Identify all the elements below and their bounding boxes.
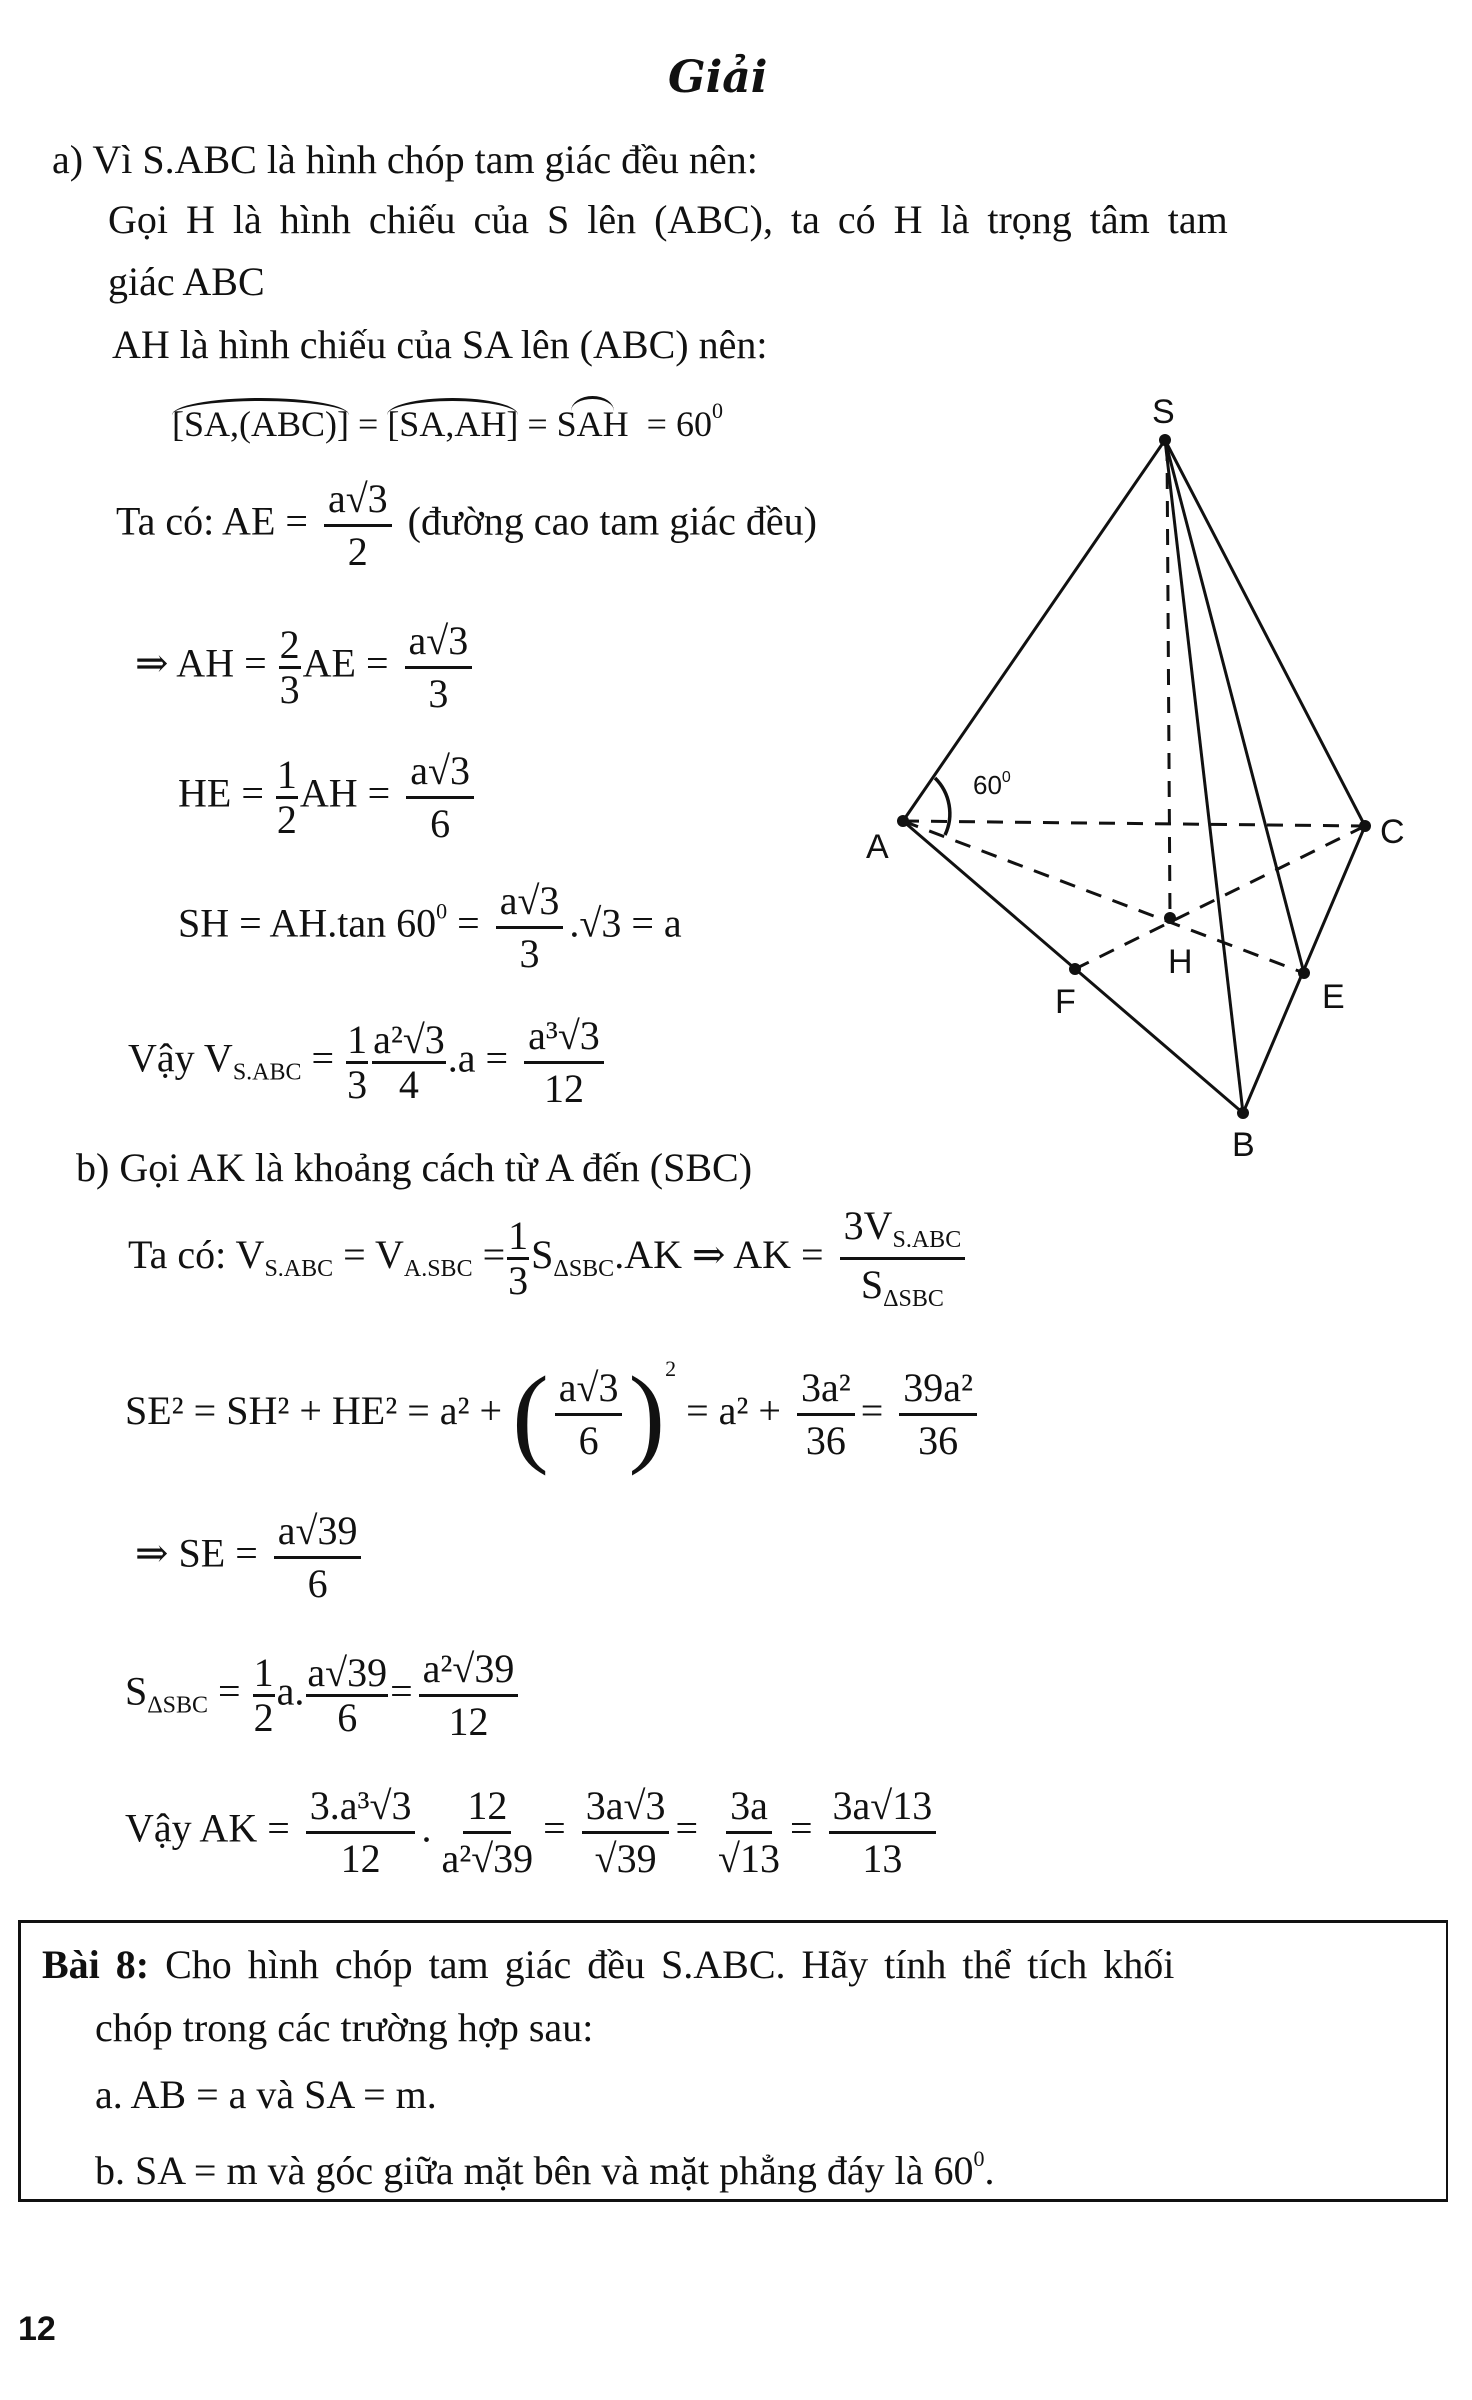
ssbc-sub: ΔSBC: [147, 1692, 209, 1719]
tc-coef: $\frac{1}{3}$: [508, 1213, 529, 1304]
se-equation: [135, 1510, 367, 1605]
se-squared-equation: [125, 1353, 983, 1476]
exercise-statement: [42, 1942, 1175, 1987]
tc-mid: .AK ⇒ AK =: [614, 1231, 824, 1277]
exercise-text-cont: chóp trong các trường hợp sau:: [95, 2005, 594, 2050]
ae-fraction: $\frac{a√3}{2}$: [324, 478, 392, 573]
ak-f4: $\frac{3a}{√13}$: [718, 1783, 780, 1881]
exercise-item-b: [95, 2148, 995, 2191]
se-fraction: $\frac{a√39}{6}$: [274, 1510, 362, 1605]
ssbc-f1: $\frac{a√39}{6}$: [307, 1650, 388, 1740]
solution-title: Giải: [668, 52, 768, 103]
vol-coef: $\frac{1}{3}$: [347, 1017, 368, 1107]
exponent: 2: [665, 1356, 677, 1381]
se2-f2: $\frac{\text{39a²}}{36}$: [899, 1367, 977, 1462]
part-a-line1: Gọi H là hình chiếu của S lên (ABC), ta có H là trọng tâm tam: [108, 197, 1228, 242]
angle-lhs2: [SA,AH]: [387, 404, 519, 444]
point-label-e: E: [1322, 978, 1345, 1016]
part-b-intro: b) Gọi AK là khoảng cách từ A đến (SBC): [76, 1145, 753, 1190]
se2-eq: =: [860, 1388, 884, 1433]
area-sbc-equation: [125, 1648, 524, 1743]
degree-mark: 0: [711, 398, 723, 423]
item-b-text: b. SA = m và góc giữa mặt bên và mặt phẳng đáy là 60: [95, 2148, 974, 2193]
angle-lhs1: [SA,(ABC)]: [172, 404, 349, 444]
sh-equation: [178, 880, 682, 975]
vol-sub: S.ABC: [232, 1059, 302, 1086]
tc-sub1: S.ABC: [264, 1255, 334, 1282]
point-label-h: H: [1168, 943, 1193, 981]
point-label-a: A: [866, 828, 889, 866]
sh-fraction: $\frac{a√3}{3}$: [496, 880, 564, 975]
he-result: $\frac{a√3}{6}$: [406, 750, 474, 845]
exercise-item-a: a. AB = a và SA = m.: [95, 2072, 437, 2117]
part-a-intro: a) Vì S.ABC là hình chóp tam giác đều nên:: [52, 137, 758, 182]
ak-formula: $\frac{3V_{S.ABC}}{S_{\Delta SBC}}$: [840, 1205, 966, 1312]
ssbc-eq: =: [218, 1668, 241, 1714]
sh-prefix: SH = AH.tan 60: [178, 900, 437, 946]
vol-prefix: Vậy V: [128, 1035, 233, 1081]
ae-prefix: Ta có: AE =: [116, 498, 308, 544]
left-paren: (: [512, 1353, 549, 1476]
tc-eq2: =: [482, 1231, 506, 1277]
se2-lhs: SE² = SH² + HE² = a² +: [125, 1388, 503, 1433]
volume-relation: [128, 1205, 971, 1312]
vol-eq: =: [311, 1035, 335, 1081]
ak-f2: $\frac{12}{\text{a²√39}}$: [441, 1783, 534, 1881]
tc-s: S: [531, 1231, 554, 1277]
part-a-line1-cont: giác ABC: [108, 259, 265, 304]
point-label-f: F: [1055, 983, 1076, 1021]
degree-mark: 0: [436, 898, 448, 924]
ssbc-coef: $\frac{1}{2}$: [253, 1650, 274, 1740]
ssbc-eq2: =: [390, 1668, 413, 1714]
exercise-label: Bài 8:: [42, 1942, 150, 1987]
he-coef: $\frac{1}{2}$: [276, 752, 297, 842]
point-label-c: C: [1380, 813, 1405, 851]
ah-equation: [135, 620, 478, 715]
ssbc-prefix: S: [125, 1668, 148, 1714]
ak-dot: .: [421, 1805, 432, 1851]
he-mid: AH =: [299, 770, 391, 816]
angle-label: $60^0$: [973, 769, 1011, 800]
sh-eq: =: [457, 900, 480, 946]
vol-base-area: $\frac{\text{a²√3}}{4}$: [373, 1017, 445, 1107]
volume-equation: [128, 1015, 610, 1110]
ssbc-mid: a.: [276, 1668, 305, 1714]
tc-eq1: = V: [343, 1231, 404, 1277]
ssbc-result: $\frac{\text{a²√39}}{12}$: [419, 1648, 519, 1743]
ak-prefix: Vậy AK =: [125, 1805, 290, 1851]
vol-mid: .a =: [447, 1035, 509, 1081]
he-equation: [178, 750, 480, 845]
ak-f5: $\frac{3a√13}{13}$: [829, 1785, 937, 1880]
sh-tail: .√3 = a: [569, 900, 682, 946]
se2-mid: = a² +: [686, 1388, 781, 1433]
point-label-s: S: [1152, 393, 1175, 431]
ah-coef: $\frac{2}{3}$: [279, 622, 300, 712]
angle-equation: [SA,(ABC)] = [SA,AH] = SAH = $60^0$: [172, 398, 723, 444]
se-prefix: ⇒ SE =: [135, 1530, 258, 1576]
se2-inner: $\frac{a√3}{6}$: [555, 1367, 623, 1462]
ak-result-equation: Vậy AK = $\frac{\text{3.a³√3}}{12}$ . $\frac{12}{\text{a²√39}}$ = $\frac{3a√3}{√39}$ = $\frac{3a}{√13}$ = $\frac{3a√13}{13}$: [125, 1785, 942, 1880]
item-b-end: .: [984, 2148, 995, 2193]
exercise-text: Cho hình chóp tam giác đều S.ABC. Hãy tính thể tích khối: [165, 1942, 1175, 1987]
tc-sub3: ΔSBC: [553, 1255, 615, 1282]
degree-mark: 0: [973, 2146, 985, 2171]
point-label-b: B: [1232, 1126, 1255, 1164]
se2-f1: $\frac{\text{3a²}}{36}$: [797, 1367, 855, 1462]
ah-result: $\frac{a√3}{3}$: [405, 620, 473, 715]
right-paren: ): [628, 1353, 666, 1476]
ae-equation: [116, 478, 817, 573]
ah-prefix: ⇒ AH =: [135, 640, 267, 686]
part-a-line2: AH là hình chiếu của SA lên (ABC) nên:: [112, 322, 768, 367]
angle-sah: SAH: [556, 404, 629, 444]
ak-f1: $\frac{\text{3.a³√3}}{12}$: [306, 1785, 416, 1880]
tc-sub2: A.SBC: [403, 1255, 473, 1282]
ae-note: (đường cao tam giác đều): [407, 498, 817, 544]
ah-mid: AE =: [302, 640, 389, 686]
page-number: 12: [18, 2310, 56, 2348]
angle-value: 60: [675, 404, 712, 444]
he-prefix: HE =: [178, 770, 264, 816]
tc-prefix: Ta có: V: [128, 1231, 265, 1277]
vol-result: $\frac{\text{a³√3}}{12}$: [524, 1015, 604, 1110]
ak-f3: $\frac{3a√3}{√39}$: [582, 1785, 670, 1880]
